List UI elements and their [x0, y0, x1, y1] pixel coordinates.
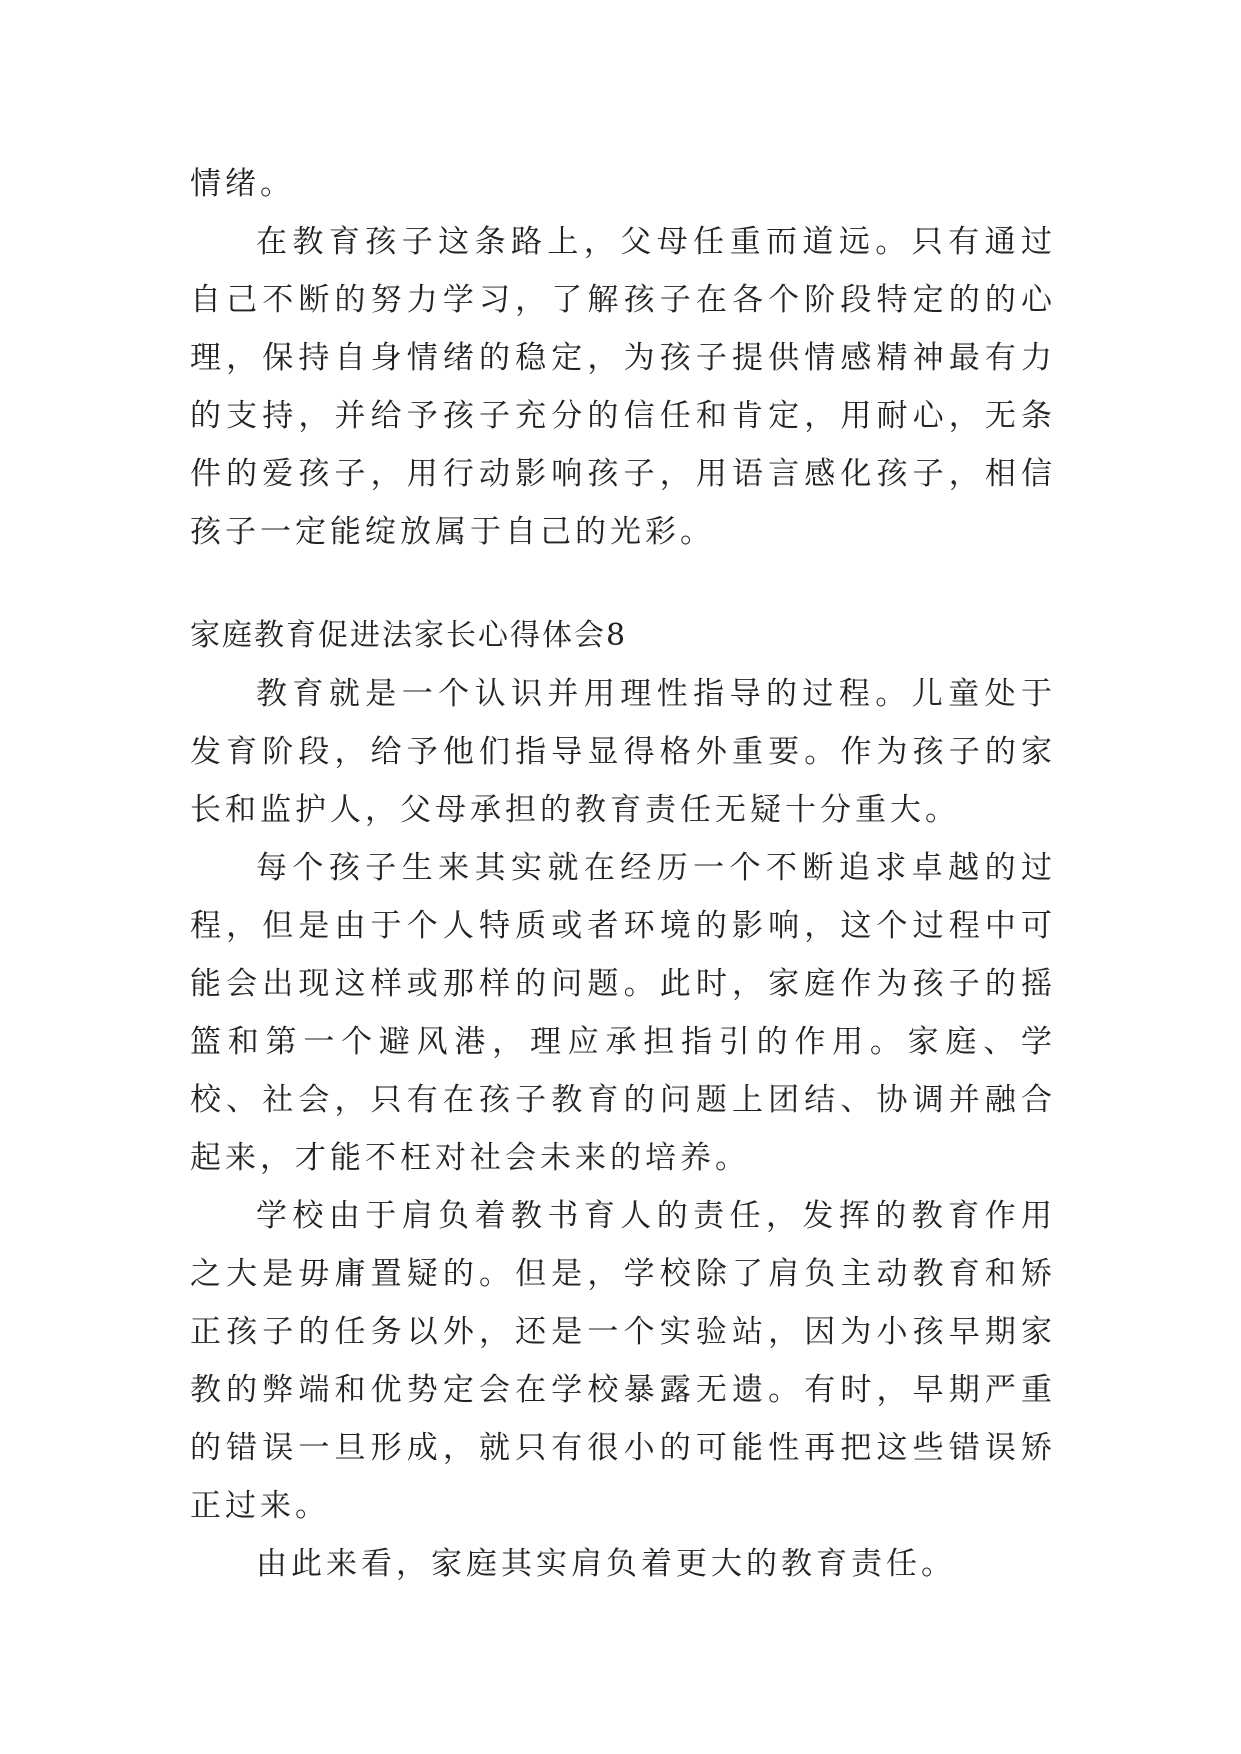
text-block-top — [190, 155, 1056, 561]
text-block-section-8 — [190, 607, 1056, 1593]
paragraph: 学校由于肩负着教书育人的责任，发挥的教育作用之大是毋庸置疑的。但是，学校除了肩负主动教育和矫正孩子的任务以外，还是一个实验站，因为小孩早期家教的弊端和优势定会在学校暴露无遗。有时，早期严重的错误一旦形成，就只有很小的可能性再把这些错误矫正过来。 — [190, 1198, 1056, 1524]
paragraph: 每个孩子生来其实就在经历一个不断追求卓越的过程，但是由于个人特质或者环境的影响，这个过程中可能会出现这样或那样的问题。此时，家庭作为孩子的摇篮和第一个避风港，理应承担指引的作用。家庭、学校、社会，只有在孩子教育的问题上团结、协调并融合起来，才能不枉对社会未来的培养。 — [190, 850, 1056, 1176]
continuation-text: 情绪。 — [190, 166, 295, 202]
paragraph: 在教育孩子这条路上，父母任重而道远。只有通过自己不断的努力学习，了解孩子在各个阶段特定的的心理，保持自身情绪的稳定，为孩子提供情感精神最有力的支持，并给予孩子充分的信任和肯定，用耐心，无条件的爱孩子，用行动影响孩子，用语言感化孩子，相信孩子一定能绽放属于自己的光彩。 — [190, 224, 1056, 550]
paragraph: 由此来看，家庭其实肩负着更大的教育责任。 — [256, 1546, 956, 1582]
paragraph: 教育就是一个认识并用理性指导的过程。儿童处于发育阶段，给予他们指导显得格外重要。作为孩子的家长和监护人，父母承担的教育责任无疑十分重大。 — [190, 676, 1056, 828]
section-heading: 家庭教育促进法家长心得体会8 — [190, 618, 628, 653]
